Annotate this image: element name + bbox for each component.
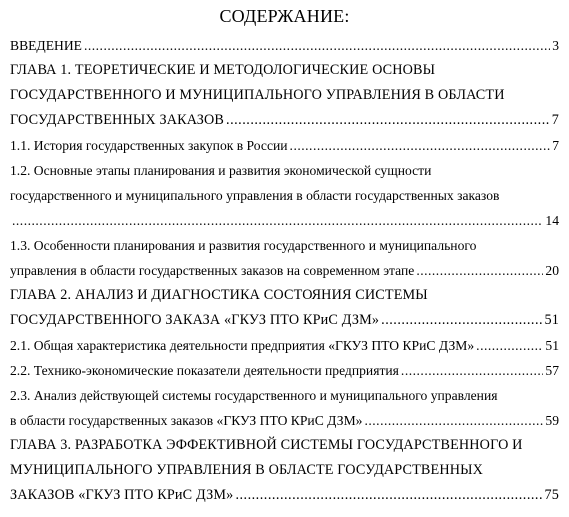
toc-entry-leader-line <box>10 483 559 508</box>
toc-page-number: 3 <box>552 38 559 53</box>
toc-page-number: 7 <box>552 138 559 153</box>
toc-entry-leader-line <box>10 208 559 233</box>
toc-entry-line: 1.2. Основные этапы планирования и развития экономической сущности <box>10 163 432 178</box>
toc-dot-leader <box>381 308 542 333</box>
toc-entry-section-2-1 <box>10 333 559 358</box>
toc-dot-leader <box>290 133 551 158</box>
toc-list <box>10 33 559 508</box>
toc-entry-section-2-2 <box>10 358 559 383</box>
toc-entry-text: управления в области государственных заказов на современном этапе <box>10 263 415 278</box>
toc-dot-leader <box>476 333 543 358</box>
toc-dot-leader <box>416 258 543 283</box>
toc-entry-chapter-3 <box>10 433 559 508</box>
toc-page-number: 57 <box>545 363 559 378</box>
toc-page-number: 59 <box>545 413 559 428</box>
toc-entry-line: 1.3. Особенности планирования и развития государственного и муниципального <box>10 238 477 253</box>
toc-entry-text: ГОСУДАРСТВЕННЫХ ЗАКАЗОВ <box>10 112 225 128</box>
toc-entry-leader-line <box>10 308 559 333</box>
toc-entry-section-1-3 <box>10 233 559 283</box>
toc-entry-text: 1.1. История государственных закупок в России <box>10 138 288 153</box>
toc-entry-line: ГЛАВА 3. РАЗРАБОТКА ЭФФЕКТИВНОЙ СИСТЕМЫ ГОСУДАРСТВЕННОГО И <box>10 437 523 453</box>
toc-entry-line: ГЛАВА 1. ТЕОРЕТИЧЕСКИЕ И МЕТОДОЛОГИЧЕСКИЕ ОСНОВЫ <box>10 62 436 78</box>
toc-entry-leader-line <box>10 333 559 358</box>
toc-entry-leader-line <box>10 108 559 133</box>
toc-entry-leader-line <box>10 133 559 158</box>
toc-page-number: 20 <box>545 263 559 278</box>
toc-page-number: 14 <box>545 213 559 228</box>
toc-entry-chapter-2 <box>10 283 559 333</box>
toc-page-number: 7 <box>551 112 559 128</box>
toc-entry-text: ВВЕДЕНИЕ <box>10 38 82 53</box>
toc-dot-leader <box>401 358 543 383</box>
toc-entry-line: 2.3. Анализ действующей системы государственного и муниципального управления <box>10 388 498 403</box>
toc-page-number: 51 <box>545 338 559 353</box>
toc-entry-section-1-2 <box>10 158 559 233</box>
toc-entry-text: 2.2. Технико-экономические показатели деятельности предприятия <box>10 363 399 378</box>
toc-entry-line: ГЛАВА 2. АНАЛИЗ И ДИАГНОСТИКА СОСТОЯНИЯ СИСТЕМЫ <box>10 287 428 303</box>
toc-entry-line: ГОСУДАРСТВЕННОГО И МУНИЦИПАЛЬНОГО УПРАВЛЕНИЯ В ОБЛАСТИ <box>10 87 505 103</box>
toc-page-number: 75 <box>544 487 559 503</box>
toc-dot-leader <box>12 208 543 233</box>
toc-entry-line: государственного и муниципального управления в области государственных заказов <box>10 188 500 203</box>
toc-dot-leader <box>235 483 542 508</box>
toc-entry-section-1-1 <box>10 133 559 158</box>
toc-dot-leader <box>84 33 550 58</box>
toc-page-number: 51 <box>544 312 559 328</box>
toc-title: СОДЕРЖАНИЕ: <box>219 6 350 26</box>
toc-dot-leader <box>226 108 550 133</box>
toc-entry-section-2-3 <box>10 383 559 433</box>
toc-entry-text: 2.1. Общая характеристика деятельности предприятия «ГКУЗ ПТО КРиС ДЗМ» <box>10 338 475 353</box>
toc-entry-text: ГОСУДАРСТВЕННОГО ЗАКАЗА «ГКУЗ ПТО КРиС ДЗМ» <box>10 312 380 328</box>
toc-entry-leader-line <box>10 408 559 433</box>
toc-entry-text: в области государственных заказов «ГКУЗ ПТО КРиС ДЗМ» <box>10 413 363 428</box>
toc-entry-introduction <box>10 33 559 58</box>
toc-entry-chapter-1 <box>10 58 559 133</box>
toc-entry-leader-line <box>10 258 559 283</box>
toc-dot-leader <box>364 408 543 433</box>
toc-entry-leader-line <box>10 358 559 383</box>
toc-entry-line: МУНИЦИПАЛЬНОГО УПРАВЛЕНИЯ В ОБЛАСТЕ ГОСУДАРСТВЕННЫХ <box>10 462 484 478</box>
toc-entry-text: ЗАКАЗОВ «ГКУЗ ПТО КРиС ДЗМ» <box>10 487 234 503</box>
toc-entry-leader-line <box>10 33 559 58</box>
